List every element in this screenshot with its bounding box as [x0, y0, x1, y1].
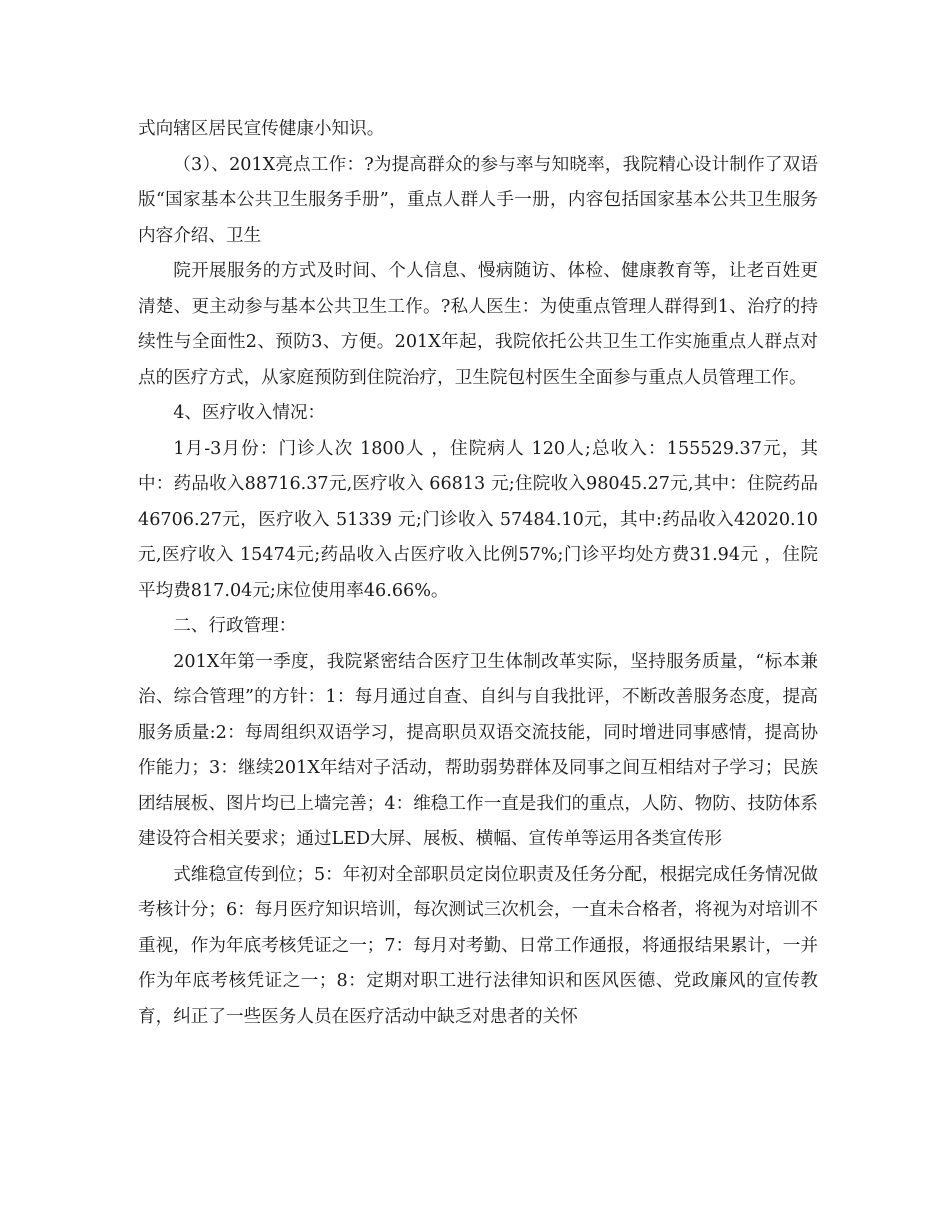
section-heading-administration: 二、行政管理： [173, 616, 297, 636]
paragraph-administration-1: 201X年第一季度，我院紧密结合医疗卫生体制改革实际，坚持服务质量，“标本兼治、综合管理”的方针：1：每月通过自查、自纠与自我批评，不断改善服务态度，提高服务质量:2：每周组织双语学习，提高职员双语交流技能，同时增进同事感情，提高协作能力；3：继续201X年结对子活动，帮助弱势群体及同事之间互相结对子学习；民族团结展板、图片均已上墙完善；4：维稳工作一直是我们的重点，人防、物防、技防体系建设符合相关要求；通过LED大屏、展板、横幅、宣传单等运用各类宣传形 [138, 651, 818, 849]
paragraph-3: 院开展服务的方式及时间、个人信息、慢病随访、体检、健康教育等，让老百姓更清楚、更主动参与基本公共卫生工作。?私人医生：为使重点管理人群得到1、治疗的持续性与全面性2、预防3、方便。201X年起，我院依托公共卫生工作实施重点人群点对点的医疗方式，从家庭预防到住院治疗，卫生院包村医生全面参与重点人员管理工作。 [138, 261, 818, 388]
paragraph-2: （3）、201X亮点工作：?为提高群众的参与率与知晓率，我院精心设计制作了双语版“国家基本公共卫生服务手册”，重点人群人手一册，内容包括国家基本公共卫生服务内容介绍、卫生 [138, 154, 818, 246]
document-body [138, 112, 818, 1035]
paragraph-income-details: 1月-3月份：门诊人次 1800人 ，住院病人 120人;总收入：155529.37元，其中：药品收入88716.37元,医疗收入 66813 元;住院收入98045.27元,其中：住院药品46706.27元，医疗收入 51339 元;门诊收入 57484.10元，其中:药品收入42020.10元,医疗收入 15474元;药品收入占医疗收入比例57%;门诊平均处方费31.94元 ，住院平均费817.04元;床位使用率46.66%。 [138, 438, 818, 601]
paragraph-1: 式向辖区居民宣传健康小知识。 [138, 119, 385, 139]
section-heading-medical-income: 4、医疗收入情况： [173, 403, 326, 423]
paragraph-administration-2: 式维稳宣传到位；5：年初对全部职员定岗位职责及任务分配，根据完成任务情况做考核计分；6：每月医疗知识培训，每次测试三次机会，一直未合格者，将视为对培训不重视，作为年底考核凭证之一；7：每月对考勤、日常工作通报，将通报结果累计，一并作为年底考核凭证之一；8：定期对职工进行法律知识和医风医德、党政廉风的宣传教育，纠正了一些医务人员在医疗活动中缺乏对患者的关怀 [138, 864, 818, 1027]
